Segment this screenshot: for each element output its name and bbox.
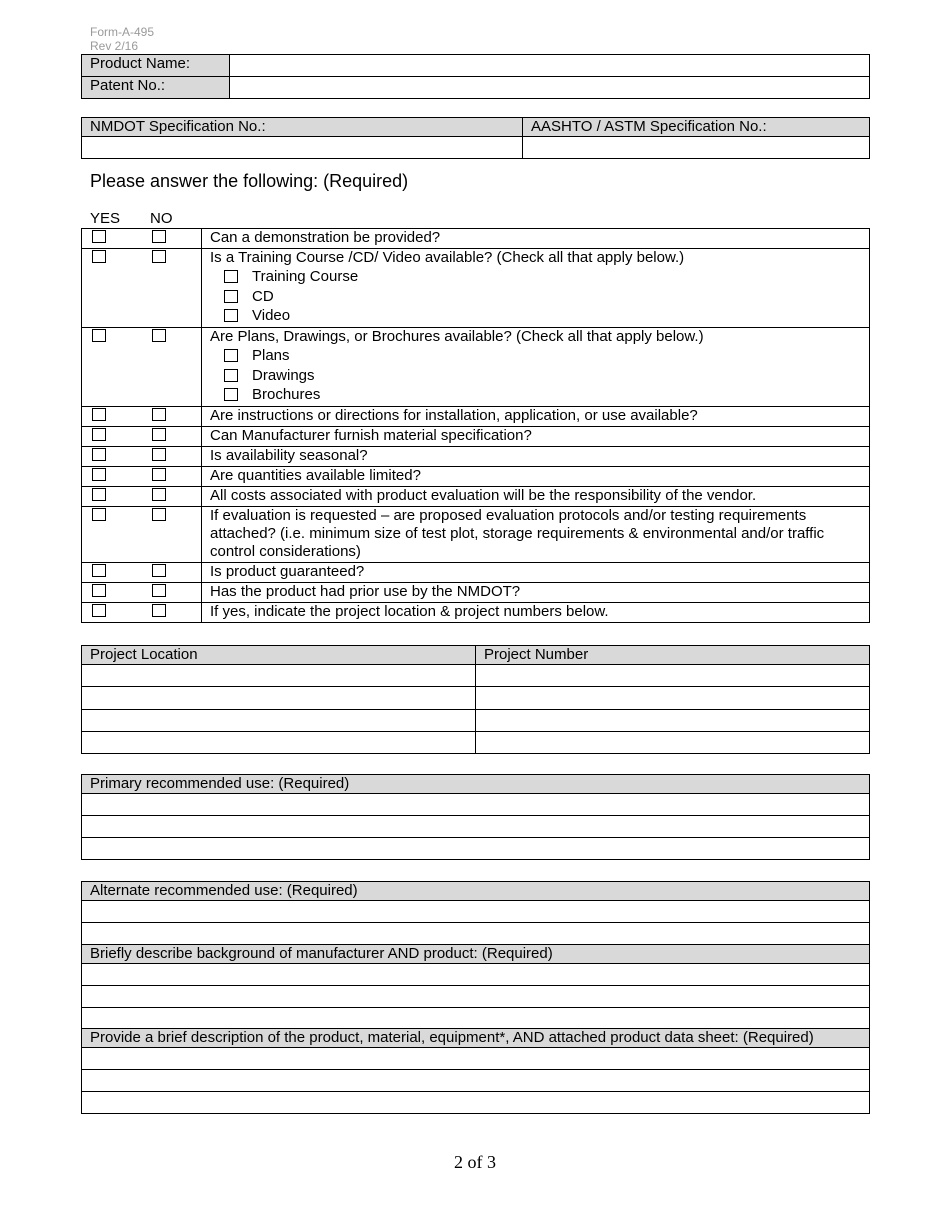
video-label: Video: [252, 307, 291, 324]
yes-checkbox[interactable]: [92, 508, 106, 521]
background-field[interactable]: [82, 1008, 870, 1029]
question-text: Is availability seasonal?: [202, 447, 870, 467]
product-info-table: [81, 54, 870, 99]
description-field[interactable]: [82, 1070, 870, 1092]
nmdot-spec-field[interactable]: [82, 137, 523, 159]
question-row: [82, 487, 870, 507]
alternate-use-field[interactable]: [82, 923, 870, 945]
question-text: Can Manufacturer furnish material specification?: [202, 427, 870, 447]
no-checkbox[interactable]: [152, 604, 166, 617]
project-number-field[interactable]: [476, 665, 870, 687]
project-location-header: Project Location: [82, 646, 476, 665]
cd-label: CD: [252, 287, 274, 305]
specification-table: [81, 117, 870, 159]
yes-checkbox[interactable]: [92, 604, 106, 617]
question-row: [82, 328, 870, 407]
project-number-field[interactable]: [476, 732, 870, 754]
primary-use-field[interactable]: [82, 838, 870, 860]
description-field[interactable]: [82, 1092, 870, 1114]
no-checkbox[interactable]: [152, 468, 166, 481]
no-checkbox[interactable]: [152, 250, 166, 263]
description-label: Provide a brief description of the product, material, equipment*, AND attached product data sheet: (Required): [82, 1029, 870, 1048]
question-row: [82, 467, 870, 487]
no-checkbox[interactable]: [152, 584, 166, 597]
page-number: 2 of 3: [454, 1152, 496, 1172]
brochures-label: Brochures: [252, 386, 321, 403]
brochures-checkbox[interactable]: [224, 388, 238, 401]
question-text: If yes, indicate the project location & project numbers below.: [202, 603, 870, 623]
instructions-heading: Please answer the following: (Required): [90, 171, 409, 191]
question-text: All costs associated with product evaluation will be the responsibility of the vendor.: [202, 487, 870, 507]
project-number-header: Project Number: [476, 646, 870, 665]
form-revision: Rev 2/16: [90, 39, 139, 53]
yes-checkbox[interactable]: [92, 250, 106, 263]
question-text: Are quantities available limited?: [202, 467, 870, 487]
yes-checkbox[interactable]: [92, 428, 106, 441]
question-row: [82, 563, 870, 583]
no-checkbox[interactable]: [152, 230, 166, 243]
project-location-field[interactable]: [82, 710, 476, 732]
drawings-checkbox[interactable]: [224, 369, 238, 382]
yes-column-label: YES: [90, 210, 121, 227]
primary-use-label: Primary recommended use: (Required): [82, 775, 870, 794]
patent-no-label: Patent No.:: [82, 77, 230, 99]
patent-no-field[interactable]: [230, 77, 870, 99]
question-text: Are instructions or directions for installation, application, or use available?: [202, 407, 870, 427]
plans-checkbox[interactable]: [224, 349, 238, 362]
alternate-use-field[interactable]: [82, 901, 870, 923]
project-location-field[interactable]: [82, 732, 476, 754]
yes-checkbox[interactable]: [92, 329, 106, 342]
project-location-field[interactable]: [82, 665, 476, 687]
project-table: [81, 645, 870, 754]
no-checkbox[interactable]: [152, 488, 166, 501]
question-row: [82, 447, 870, 467]
primary-use-field[interactable]: [82, 816, 870, 838]
cd-checkbox[interactable]: [224, 290, 238, 303]
background-label: Briefly describe background of manufacturer AND product: (Required): [82, 945, 870, 964]
question-row: [82, 507, 870, 563]
question-text: Has the product had prior use by the NMDOT?: [202, 583, 870, 603]
no-checkbox[interactable]: [152, 508, 166, 521]
product-name-field[interactable]: [230, 55, 870, 77]
project-number-field[interactable]: [476, 710, 870, 732]
no-checkbox[interactable]: [152, 329, 166, 342]
background-field[interactable]: [82, 986, 870, 1008]
training-course-checkbox[interactable]: [224, 270, 238, 283]
project-location-field[interactable]: [82, 687, 476, 710]
question-text: If evaluation is requested – are proposed evaluation protocols and/or testing requirements attached? (i.e. minimum size of test plot, storage requirements & environmental and/or traffic control considerations): [202, 507, 870, 563]
yes-checkbox[interactable]: [92, 488, 106, 501]
no-checkbox[interactable]: [152, 408, 166, 421]
project-number-field[interactable]: [476, 687, 870, 710]
background-field[interactable]: [82, 964, 870, 986]
no-checkbox[interactable]: [152, 564, 166, 577]
questions-table: [81, 228, 870, 623]
yes-checkbox[interactable]: [92, 564, 106, 577]
nmdot-spec-label: NMDOT Specification No.:: [82, 118, 523, 137]
form-id: Form-A-495: [90, 25, 155, 39]
question-row: [82, 407, 870, 427]
yes-checkbox[interactable]: [92, 448, 106, 461]
question-row: [82, 583, 870, 603]
no-column-label: NO: [150, 210, 173, 227]
question-text: Is a Training Course /CD/ Video available? (Check all that apply below.): [210, 249, 685, 266]
description-field[interactable]: [82, 1048, 870, 1070]
no-checkbox[interactable]: [152, 448, 166, 461]
product-name-label: Product Name:: [82, 55, 230, 77]
question-row: [82, 229, 870, 249]
yes-checkbox[interactable]: [92, 230, 106, 243]
alternate-use-label: Alternate recommended use: (Required): [82, 882, 870, 901]
aashto-spec-field[interactable]: [523, 137, 870, 159]
primary-use-table: [81, 774, 870, 860]
details-table: [81, 881, 870, 1114]
video-checkbox[interactable]: [224, 309, 238, 322]
question-row: [82, 249, 870, 328]
aashto-spec-label: AASHTO / ASTM Specification No.:: [523, 118, 870, 137]
training-course-label: Training Course: [252, 268, 359, 285]
plans-label: Plans: [252, 347, 290, 364]
question-text: Can a demonstration be provided?: [202, 229, 870, 249]
question-text: Is product guaranteed?: [202, 563, 870, 583]
yes-checkbox[interactable]: [92, 468, 106, 481]
no-checkbox[interactable]: [152, 428, 166, 441]
question-row: [82, 603, 870, 623]
question-row: [82, 427, 870, 447]
primary-use-field[interactable]: [82, 794, 870, 816]
drawings-label: Drawings: [252, 366, 315, 384]
yes-checkbox[interactable]: [92, 584, 106, 597]
question-text: Are Plans, Drawings, or Brochures available? (Check all that apply below.): [210, 328, 704, 345]
yes-checkbox[interactable]: [92, 408, 106, 421]
